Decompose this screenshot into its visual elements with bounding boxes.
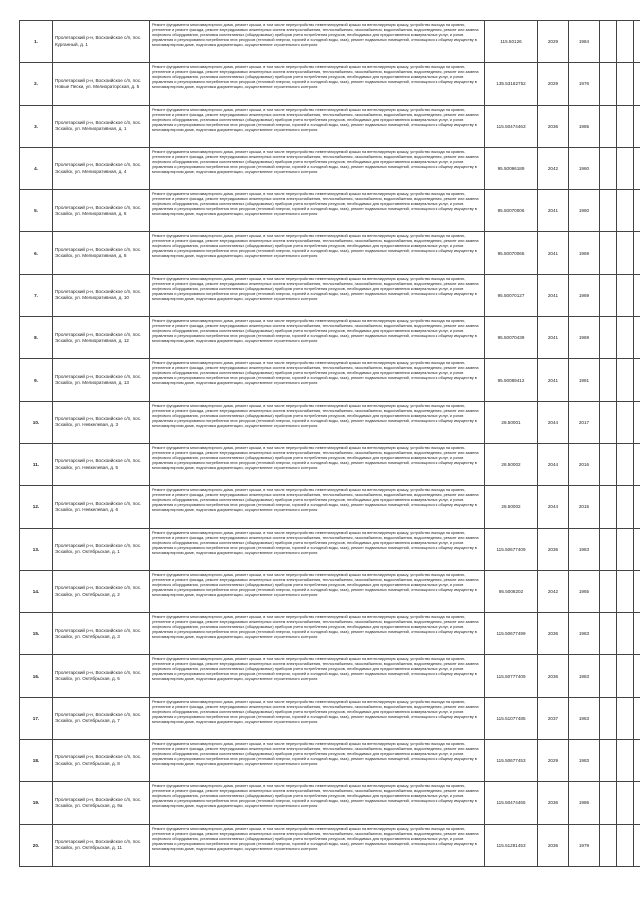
empty-cell xyxy=(617,401,634,443)
row-number: 19. xyxy=(20,782,53,824)
address-cell: Пролетарский р-н, Восхоийское с/п, пос. Курганный, д. 1 xyxy=(53,21,150,63)
program-table xyxy=(19,20,640,867)
build-year-cell: 1983 xyxy=(569,740,600,782)
build-year-cell: 1960 xyxy=(569,190,600,232)
table-row xyxy=(20,21,640,63)
address-cell: Пролетарский р-н, Восхоийское с/п, пос. Эсхайск, ул. Мелиоративная, д. 4 xyxy=(53,147,150,189)
work-description-cell: Ремонт фундамента многоквартирного дома, ремонт крыши, в том числе переустройство невентилируемой крыши на вентилируемую крышу, устройство выхода на кровлю, утепление и ремонт фасада, ремонт внутридомовых инженерных систем электроснабжения, теплоснабжения, газоснабжения, водоснабжения, водоотведения, ремонт или замена лифтового оборудования, установка коллективных (общедомовых) приборов учета потребления ресурсов, необходимых для предоставления коммунальных услуг, и узлов управления и регулирования потребления этих ресурсов (тепловой энергии, горячей и холодной воды, газа), ремонт подвальных помещений, относящихся к общему имуществу в многоквартирном доме, подготовка документации, осуществление строительного контроля xyxy=(150,782,485,824)
empty-cell xyxy=(634,655,640,697)
address-cell: Пролетарский р-н, Восхоийское с/п, пос. Эсхайск, ул. Невкелевая, д. 5 xyxy=(53,443,150,485)
empty-cell xyxy=(600,613,617,655)
area-cell: 95.50070006 xyxy=(485,190,538,232)
area-cell: 95.50070065 xyxy=(485,232,538,274)
address-cell: Пролетарский р-н, Восхоийское с/п, пос. Эсхайск, ул. Мелиоративная, д. 13 xyxy=(53,359,150,401)
empty-cell xyxy=(617,190,634,232)
address-cell: Пролетарский р-н, Восхоийское с/п, пос. Эсхайск, ул. Октябрьская, д. 2 xyxy=(53,570,150,612)
area-cell: 95.50070127 xyxy=(485,274,538,316)
build-year-cell: 1969 xyxy=(569,317,600,359)
row-number: 20. xyxy=(20,824,53,866)
row-number: 4. xyxy=(20,147,53,189)
row-number: 16. xyxy=(20,655,53,697)
work-description-cell: Ремонт фундамента многоквартирного дома, ремонт крыши, в том числе переустройство невентилируемой крыши на вентилируемую крышу, устройство выхода на кровлю, утепление и ремонт фасада, ремонт внутридомовых инженерных систем электроснабжения, теплоснабжения, газоснабжения, водоснабжения, водоотведения, ремонт или замена лифтового оборудования, установка коллективных (общедомовых) приборов учета потребления ресурсов, необходимых для предоставления коммунальных услуг, и узлов управления и регулирования потребления этих ресурсов (тепловой энергии, горячей и холодной воды, газа), ремонт подвальных помещений, относящихся к общему имуществу в многоквартирном доме, подготовка документации, осуществление строительного контроля xyxy=(150,486,485,528)
table-row xyxy=(20,105,640,147)
empty-cell xyxy=(634,740,640,782)
row-number: 15. xyxy=(20,613,53,655)
empty-cell xyxy=(634,105,640,147)
empty-cell xyxy=(600,570,617,612)
row-number: 9. xyxy=(20,359,53,401)
address-cell: Пролетарский р-н, Восхоийское с/п, пос. Эсхайск, ул. Октябрьская, д. 3 xyxy=(53,613,150,655)
build-year-cell: 1965 xyxy=(569,570,600,612)
empty-cell xyxy=(634,401,640,443)
empty-cell xyxy=(600,655,617,697)
area-cell: 115.51077485 xyxy=(485,697,538,739)
empty-cell xyxy=(634,570,640,612)
empty-cell xyxy=(634,63,640,105)
build-year-cell: 2016 xyxy=(569,443,600,485)
address-cell: Пролетарский р-н, Восхоийское с/п, пос. Эсхайск, ул. Мелиоративная, д. 10 xyxy=(53,274,150,316)
empty-cell xyxy=(600,190,617,232)
table-row xyxy=(20,317,640,359)
work-description-cell: Ремонт фундамента многоквартирного дома, ремонт крыши, в том числе переустройство невентилируемой крыши на вентилируемую крышу, устройство выхода на кровлю, утепление и ремонт фасада, ремонт внутридомовых инженерных систем электроснабжения, теплоснабжения, газоснабжения, водоснабжения, водоотведения, ремонт или замена лифтового оборудования, установка коллективных (общедомовых) приборов учета потребления ресурсов, необходимых для предоставления коммунальных услуг, и узлов управления и регулирования потребления этих ресурсов (тепловой энергии, горячей и холодной воды, газа), ремонт подвальных помещений, относящихся к общему имуществу в многоквартирном доме, подготовка документации, осуществление строительного контроля xyxy=(150,697,485,739)
area-cell: 135.53162752 xyxy=(485,63,538,105)
build-year-cell: 1986 xyxy=(569,782,600,824)
address-cell: Пролетарский р-н, Восхоийское с/п, пос. Эсхайск, ул. Мелиоративная, д. 1 xyxy=(53,105,150,147)
empty-cell xyxy=(617,655,634,697)
planned-year-cell: 2041 xyxy=(538,190,569,232)
empty-cell xyxy=(617,147,634,189)
work-description-cell: Ремонт фундамента многоквартирного дома, ремонт крыши, в том числе переустройство невентилируемой крыши на вентилируемую крышу, устройство выхода на кровлю, утепление и ремонт фасада, ремонт внутридомовых инженерных систем электроснабжения, теплоснабжения, газоснабжения, водоснабжения, водоотведения, ремонт или замена лифтового оборудования, установка коллективных (общедомовых) приборов учета потребления ресурсов, необходимых для предоставления коммунальных услуг, и узлов управления и регулирования потребления этих ресурсов (тепловой энергии, горячей и холодной воды, газа), ремонт подвальных помещений, относящихся к общему имуществу в многоквартирном доме, подготовка документации, осуществление строительного контроля xyxy=(150,232,485,274)
work-description-cell: Ремонт фундамента многоквартирного дома, ремонт крыши, в том числе переустройство невентилируемой крыши на вентилируемую крышу, устройство выхода на кровлю, утепление и ремонт фасада, ремонт внутридомовых инженерных систем электроснабжения, теплоснабжения, газоснабжения, водоснабжения, водоотведения, ремонт или замена лифтового оборудования, установка коллективных (общедомовых) приборов учета потребления ресурсов, необходимых для предоставления коммунальных услуг, и узлов управления и регулирования потребления этих ресурсов (тепловой энергии, горячей и холодной воды, газа), ремонт подвальных помещений, относящихся к общему имуществу в многоквартирном доме, подготовка документации, осуществление строительного контроля xyxy=(150,401,485,443)
empty-cell xyxy=(634,528,640,570)
planned-year-cell: 2036 xyxy=(538,613,569,655)
empty-cell xyxy=(600,528,617,570)
empty-cell xyxy=(634,697,640,739)
row-number: 5. xyxy=(20,190,53,232)
empty-cell xyxy=(617,486,634,528)
work-description-cell: Ремонт фундамента многоквартирного дома, ремонт крыши, в том числе переустройство невентилируемой крыши на вентилируемую крышу, устройство выхода на кровлю, утепление и ремонт фасада, ремонт внутридомовых инженерных систем электроснабжения, теплоснабжения, газоснабжения, водоснабжения, водоотведения, ремонт или замена лифтового оборудования, установка коллективных (общедомовых) приборов учета потребления ресурсов, необходимых для предоставления коммунальных услуг, и узлов управления и регулирования потребления этих ресурсов (тепловой энергии, горячей и холодной воды, газа), ремонт подвальных помещений, относящихся к общему имуществу в многоквартирном доме, подготовка документации, осуществление строительного контроля xyxy=(150,105,485,147)
area-cell: 115.50474465 xyxy=(485,782,538,824)
table-body xyxy=(20,21,640,867)
empty-cell xyxy=(617,824,634,866)
empty-cell xyxy=(617,63,634,105)
work-description-cell: Ремонт фундамента многоквартирного дома, ремонт крыши, в том числе переустройство невентилируемой крыши на вентилируемую крышу, устройство выхода на кровлю, утепление и ремонт фасада, ремонт внутридомовых инженерных систем электроснабжения, теплоснабжения, газоснабжения, водоснабжения, водоотведения, ремонт или замена лифтового оборудования, установка коллективных (общедомовых) приборов учета потребления ресурсов, необходимых для предоставления коммунальных услуг, и узлов управления и регулирования потребления этих ресурсов (тепловой энергии, горячей и холодной воды, газа), ремонт подвальных помещений, относящихся к общему имуществу в многоквартирном доме, подготовка документации, осуществление строительного контроля xyxy=(150,528,485,570)
empty-cell xyxy=(617,740,634,782)
address-cell: Пролетарский р-н, Восхоийское с/п, пос. Эсхайск, ул. Мелиоративная, д. 12 xyxy=(53,317,150,359)
area-cell: 28.50001 xyxy=(485,401,538,443)
build-year-cell: 1985 xyxy=(569,105,600,147)
empty-cell xyxy=(600,443,617,485)
planned-year-cell: 2041 xyxy=(538,317,569,359)
area-cell: 95.50070439 xyxy=(485,317,538,359)
work-description-cell: Ремонт фундамента многоквартирного дома, ремонт крыши, в том числе переустройство невентилируемой крыши на вентилируемую крышу, устройство выхода на кровлю, утепление и ремонт фасада, ремонт внутридомовых инженерных систем электроснабжения, теплоснабжения, газоснабжения, водоснабжения, водоотведения, ремонт или замена лифтового оборудования, установка коллективных (общедомовых) приборов учета потребления ресурсов, необходимых для предоставления коммунальных услуг, и узлов управления и регулирования потребления этих ресурсов (тепловой энергии, горячей и холодной воды, газа), ремонт подвальных помещений, относящихся к общему имуществу в многоквартирном доме, подготовка документации, осуществление строительного контроля xyxy=(150,63,485,105)
address-cell: Пролетарский р-н, Восхоийское с/п, пос. Эсхайск, ул. Мелиоративная, д. 6 xyxy=(53,190,150,232)
empty-cell xyxy=(634,443,640,485)
empty-cell xyxy=(600,359,617,401)
work-description-cell: Ремонт фундамента многоквартирного дома, ремонт крыши, в том числе переустройство невентилируемой крыши на вентилируемую крышу, устройство выхода на кровлю, утепление и ремонт фасада, ремонт внутридомовых инженерных систем электроснабжения, теплоснабжения, газоснабжения, водоснабжения, водоотведения, ремонт или замена лифтового оборудования, установка коллективных (общедомовых) приборов учета потребления ресурсов, необходимых для предоставления коммунальных услуг, и узлов управления и регулирования потребления этих ресурсов (тепловой энергии, горячей и холодной воды, газа), ремонт подвальных помещений, относящихся к общему имуществу в многоквартирном доме, подготовка документации, осуществление строительного контроля xyxy=(150,570,485,612)
work-description-cell: Ремонт фундамента многоквартирного дома, ремонт крыши, в том числе переустройство невентилируемой крыши на вентилируемую крышу, устройство выхода на кровлю, утепление и ремонт фасада, ремонт внутридомовых инженерных систем электроснабжения, теплоснабжения, газоснабжения, водоснабжения, водоотведения, ремонт или замена лифтового оборудования, установка коллективных (общедомовых) приборов учета потребления ресурсов, необходимых для предоставления коммунальных услуг, и узлов управления и регулирования потребления этих ресурсов (тепловой энергии, горячей и холодной воды, газа), ремонт подвальных помещений, относящихся к общему имуществу в многоквартирном доме, подготовка документации, осуществление строительного контроля xyxy=(150,824,485,866)
empty-cell xyxy=(600,740,617,782)
row-number: 8. xyxy=(20,317,53,359)
table-row xyxy=(20,63,640,105)
area-cell: 115.50677409 xyxy=(485,528,538,570)
planned-year-cell: 2037 xyxy=(538,697,569,739)
planned-year-cell: 2044 xyxy=(538,443,569,485)
work-description-cell: Ремонт фундамента многоквартирного дома, ремонт крыши, в том числе переустройство невентилируемой крыши на вентилируемую крышу, устройство выхода на кровлю, утепление и ремонт фасада, ремонт внутридомовых инженерных систем электроснабжения, теплоснабжения, газоснабжения, водоснабжения, водоотведения, ремонт или замена лифтового оборудования, установка коллективных (общедомовых) приборов учета потребления ресурсов, необходимых для предоставления коммунальных услуг, и узлов управления и регулирования потребления этих ресурсов (тепловой энергии, горячей и холодной воды, газа), ремонт подвальных помещений, относящихся к общему имуществу в многоквартирном доме, подготовка документации, осуществление строительного контроля xyxy=(150,274,485,316)
planned-year-cell: 2029 xyxy=(538,21,569,63)
table-row xyxy=(20,147,640,189)
empty-cell xyxy=(600,232,617,274)
build-year-cell: 1979 xyxy=(569,824,600,866)
empty-cell xyxy=(634,147,640,189)
row-number: 10. xyxy=(20,401,53,443)
row-number: 12. xyxy=(20,486,53,528)
table-row xyxy=(20,486,640,528)
table-row xyxy=(20,528,640,570)
document-page xyxy=(19,20,615,867)
address-cell: Пролетарский р-н, Восхоийское с/п, пос. Эсхайск, ул. Октябрьская, д. 7 xyxy=(53,697,150,739)
row-number: 13. xyxy=(20,528,53,570)
empty-cell xyxy=(600,21,617,63)
area-cell: 115.50126 xyxy=(485,21,538,63)
work-description-cell: Ремонт фундамента многоквартирного дома, ремонт крыши, в том числе переустройство невентилируемой крыши на вентилируемую крышу, устройство выхода на кровлю, утепление и ремонт фасада, ремонт внутридомовых инженерных систем электроснабжения, теплоснабжения, газоснабжения, водоснабжения, водоотведения, ремонт или замена лифтового оборудования, установка коллективных (общедомовых) приборов учета потребления ресурсов, необходимых для предоставления коммунальных услуг, и узлов управления и регулирования потребления этих ресурсов (тепловой энергии, горячей и холодной воды, газа), ремонт подвальных помещений, относящихся к общему имуществу в многоквартирном доме, подготовка документации, осуществление строительного контроля xyxy=(150,613,485,655)
row-number: 3. xyxy=(20,105,53,147)
build-year-cell: 1969 xyxy=(569,274,600,316)
empty-cell xyxy=(600,63,617,105)
empty-cell xyxy=(634,359,640,401)
empty-cell xyxy=(634,274,640,316)
address-cell: Пролетарский р-н, Восхоийское с/п, пос. Эсхайск, ул. Октябрьская, д. 5 xyxy=(53,655,150,697)
empty-cell xyxy=(634,486,640,528)
area-cell: 115.50677453 xyxy=(485,740,538,782)
row-number: 7. xyxy=(20,274,53,316)
planned-year-cell: 2041 xyxy=(538,359,569,401)
area-cell: 115.50677499 xyxy=(485,613,538,655)
work-description-cell: Ремонт фундамента многоквартирного дома, ремонт крыши, в том числе переустройство невентилируемой крыши на вентилируемую крышу, устройство выхода на кровлю, утепление и ремонт фасада, ремонт внутридомовых инженерных систем электроснабжения, теплоснабжения, газоснабжения, водоснабжения, водоотведения, ремонт или замена лифтового оборудования, установка коллективных (общедомовых) приборов учета потребления ресурсов, необходимых для предоставления коммунальных услуг, и узлов управления и регулирования потребления этих ресурсов (тепловой энергии, горячей и холодной воды, газа), ремонт подвальных помещений, относящихся к общему имуществу в многоквартирном доме, подготовка документации, осуществление строительного контроля xyxy=(150,190,485,232)
table-row xyxy=(20,697,640,739)
address-cell: Пролетарский р-н, Восхоийское с/п, пос. Эсхайск, ул. Невкелевая, д. 6 xyxy=(53,486,150,528)
planned-year-cell: 2044 xyxy=(538,401,569,443)
planned-year-cell: 2036 xyxy=(538,655,569,697)
empty-cell xyxy=(634,782,640,824)
build-year-cell: 1984 xyxy=(569,21,600,63)
empty-cell xyxy=(617,317,634,359)
table-row xyxy=(20,613,640,655)
build-year-cell: 1983 xyxy=(569,655,600,697)
planned-year-cell: 2042 xyxy=(538,570,569,612)
table-row xyxy=(20,570,640,612)
empty-cell xyxy=(617,613,634,655)
table-row xyxy=(20,274,640,316)
empty-cell xyxy=(617,105,634,147)
empty-cell xyxy=(600,147,617,189)
area-cell: 115.51281453 xyxy=(485,824,538,866)
empty-cell xyxy=(600,274,617,316)
table-row xyxy=(20,782,640,824)
build-year-cell: 1983 xyxy=(569,528,600,570)
address-cell: Пролетарский р-н, Восхоийское с/п, пос. Эсхайск, ул. Невкелевая, д. 3 xyxy=(53,401,150,443)
address-cell: Пролетарский р-н, Восхоийское с/п, пос. Эсхайск, ул. Октябрьская, д. 11 xyxy=(53,824,150,866)
area-cell: 115.50777409 xyxy=(485,655,538,697)
table-row xyxy=(20,359,640,401)
area-cell: 28.50002 xyxy=(485,486,538,528)
build-year-cell: 2017 xyxy=(569,401,600,443)
empty-cell xyxy=(634,21,640,63)
work-description-cell: Ремонт фундамента многоквартирного дома, ремонт крыши, в том числе переустройство невентилируемой крыши на вентилируемую крышу, устройство выхода на кровлю, утепление и ремонт фасада, ремонт внутридомовых инженерных систем электроснабжения, теплоснабжения, газоснабжения, водоснабжения, водоотведения, ремонт или замена лифтового оборудования, установка коллективных (общедомовых) приборов учета потребления ресурсов, необходимых для предоставления коммунальных услуг, и узлов управления и регулирования потребления этих ресурсов (тепловой энергии, горячей и холодной воды, газа), ремонт подвальных помещений, относящихся к общему имуществу в многоквартирном доме, подготовка документации, осуществление строительного контроля xyxy=(150,21,485,63)
address-cell: Пролетарский р-н, Восхоийское с/п, пос. Эсхайск, ул. Октябрьская, д. 8 xyxy=(53,740,150,782)
table-row xyxy=(20,824,640,866)
empty-cell xyxy=(600,486,617,528)
planned-year-cell: 2029 xyxy=(538,63,569,105)
table-row xyxy=(20,740,640,782)
build-year-cell: 1976 xyxy=(569,63,600,105)
build-year-cell: 1969 xyxy=(569,232,600,274)
empty-cell xyxy=(634,824,640,866)
empty-cell xyxy=(617,359,634,401)
empty-cell xyxy=(634,317,640,359)
area-cell: 28.50002 xyxy=(485,443,538,485)
planned-year-cell: 2036 xyxy=(538,528,569,570)
empty-cell xyxy=(600,401,617,443)
table-row xyxy=(20,443,640,485)
empty-cell xyxy=(634,613,640,655)
address-cell: Пролетарский р-н, Восхоийское с/п, пос. Новые Пески, ул. Мелиораторская, д. 5 xyxy=(53,63,150,105)
empty-cell xyxy=(617,274,634,316)
empty-cell xyxy=(617,782,634,824)
build-year-cell: 1983 xyxy=(569,697,600,739)
work-description-cell: Ремонт фундамента многоквартирного дома, ремонт крыши, в том числе переустройство невентилируемой крыши на вентилируемую крышу, устройство выхода на кровлю, утепление и ремонт фасада, ремонт внутридомовых инженерных систем электроснабжения, теплоснабжения, газоснабжения, водоснабжения, водоотведения, ремонт или замена лифтового оборудования, установка коллективных (общедомовых) приборов учета потребления ресурсов, необходимых для предоставления коммунальных услуг, и узлов управления и регулирования потребления этих ресурсов (тепловой энергии, горячей и холодной воды, газа), ремонт подвальных помещений, относящихся к общему имуществу в многоквартирном доме, подготовка документации, осуществление строительного контроля xyxy=(150,740,485,782)
empty-cell xyxy=(617,528,634,570)
work-description-cell: Ремонт фундамента многоквартирного дома, ремонт крыши, в том числе переустройство невентилируемой крыши на вентилируемую крышу, устройство выхода на кровлю, утепление и ремонт фасада, ремонт внутридомовых инженерных систем электроснабжения, теплоснабжения, газоснабжения, водоснабжения, водоотведения, ремонт или замена лифтового оборудования, установка коллективных (общедомовых) приборов учета потребления ресурсов, необходимых для предоставления коммунальных услуг, и узлов управления и регулирования потребления этих ресурсов (тепловой энергии, горячей и холодной воды, газа), ремонт подвальных помещений, относящихся к общему имуществу в многоквартирном доме, подготовка документации, осуществление строительного контроля xyxy=(150,655,485,697)
empty-cell xyxy=(600,824,617,866)
build-year-cell: 1983 xyxy=(569,613,600,655)
planned-year-cell: 2036 xyxy=(538,782,569,824)
table-row xyxy=(20,401,640,443)
table-row xyxy=(20,655,640,697)
empty-cell xyxy=(634,232,640,274)
work-description-cell: Ремонт фундамента многоквартирного дома, ремонт крыши, в том числе переустройство невентилируемой крыши на вентилируемую крышу, устройство выхода на кровлю, утепление и ремонт фасада, ремонт внутридомовых инженерных систем электроснабжения, теплоснабжения, газоснабжения, водоснабжения, водоотведения, ремонт или замена лифтового оборудования, установка коллективных (общедомовых) приборов учета потребления ресурсов, необходимых для предоставления коммунальных услуг, и узлов управления и регулирования потребления этих ресурсов (тепловой энергии, горячей и холодной воды, газа), ремонт подвальных помещений, относящихся к общему имуществу в многоквартирном доме, подготовка документации, осуществление строительного контроля xyxy=(150,147,485,189)
planned-year-cell: 2041 xyxy=(538,232,569,274)
address-cell: Пролетарский р-н, Восхоийское с/п, пос. Эсхайск, ул. Октябрьская, д. 9а xyxy=(53,782,150,824)
row-number: 1. xyxy=(20,21,53,63)
row-number: 18. xyxy=(20,740,53,782)
row-number: 2. xyxy=(20,63,53,105)
empty-cell xyxy=(600,105,617,147)
empty-cell xyxy=(600,697,617,739)
work-description-cell: Ремонт фундамента многоквартирного дома, ремонт крыши, в том числе переустройство невентилируемой крыши на вентилируемую крышу, устройство выхода на кровлю, утепление и ремонт фасада, ремонт внутридомовых инженерных систем электроснабжения, теплоснабжения, газоснабжения, водоснабжения, водоотведения, ремонт или замена лифтового оборудования, установка коллективных (общедомовых) приборов учета потребления ресурсов, необходимых для предоставления коммунальных услуг, и узлов управления и регулирования потребления этих ресурсов (тепловой энергии, горячей и холодной воды, газа), ремонт подвальных помещений, относящихся к общему имуществу в многоквартирном доме, подготовка документации, осуществление строительного контроля xyxy=(150,359,485,401)
table-row xyxy=(20,232,640,274)
table-row xyxy=(20,190,640,232)
row-number: 14. xyxy=(20,570,53,612)
planned-year-cell: 2036 xyxy=(538,824,569,866)
planned-year-cell: 2041 xyxy=(538,274,569,316)
build-year-cell: 1960 xyxy=(569,147,600,189)
planned-year-cell: 2042 xyxy=(538,147,569,189)
address-cell: Пролетарский р-н, Восхоийское с/п, пос. Эсхайск, ул. Октябрьская, д. 1 xyxy=(53,528,150,570)
area-cell: 95.5008202 xyxy=(485,570,538,612)
area-cell: 95.50096189 xyxy=(485,147,538,189)
empty-cell xyxy=(617,443,634,485)
empty-cell xyxy=(634,190,640,232)
row-number: 6. xyxy=(20,232,53,274)
empty-cell xyxy=(617,232,634,274)
build-year-cell: 1981 xyxy=(569,359,600,401)
empty-cell xyxy=(600,317,617,359)
planned-year-cell: 2044 xyxy=(538,486,569,528)
area-cell: 115.50474463 xyxy=(485,105,538,147)
empty-cell xyxy=(617,570,634,612)
empty-cell xyxy=(600,782,617,824)
empty-cell xyxy=(617,697,634,739)
work-description-cell: Ремонт фундамента многоквартирного дома, ремонт крыши, в том числе переустройство невентилируемой крыши на вентилируемую крышу, устройство выхода на кровлю, утепление и ремонт фасада, ремонт внутридомовых инженерных систем электроснабжения, теплоснабжения, газоснабжения, водоснабжения, водоотведения, ремонт или замена лифтового оборудования, установка коллективных (общедомовых) приборов учета потребления ресурсов, необходимых для предоставления коммунальных услуг, и узлов управления и регулирования потребления этих ресурсов (тепловой энергии, горячей и холодной воды, газа), ремонт подвальных помещений, относящихся к общему имуществу в многоквартирном доме, подготовка документации, осуществление строительного контроля xyxy=(150,443,485,485)
planned-year-cell: 2036 xyxy=(538,105,569,147)
area-cell: 95.50089412 xyxy=(485,359,538,401)
address-cell: Пролетарский р-н, Восхоийское с/п, пос. Эсхайск, ул. Мелиоративная, д. 8 xyxy=(53,232,150,274)
empty-cell xyxy=(617,21,634,63)
row-number: 17. xyxy=(20,697,53,739)
build-year-cell: 2015 xyxy=(569,486,600,528)
row-number: 11. xyxy=(20,443,53,485)
work-description-cell: Ремонт фундамента многоквартирного дома, ремонт крыши, в том числе переустройство невентилируемой крыши на вентилируемую крышу, устройство выхода на кровлю, утепление и ремонт фасада, ремонт внутридомовых инженерных систем электроснабжения, теплоснабжения, газоснабжения, водоснабжения, водоотведения, ремонт или замена лифтового оборудования, установка коллективных (общедомовых) приборов учета потребления ресурсов, необходимых для предоставления коммунальных услуг, и узлов управления и регулирования потребления этих ресурсов (тепловой энергии, горячей и холодной воды, газа), ремонт подвальных помещений, относящихся к общему имуществу в многоквартирном доме, подготовка документации, осуществление строительного контроля xyxy=(150,317,485,359)
planned-year-cell: 2029 xyxy=(538,740,569,782)
